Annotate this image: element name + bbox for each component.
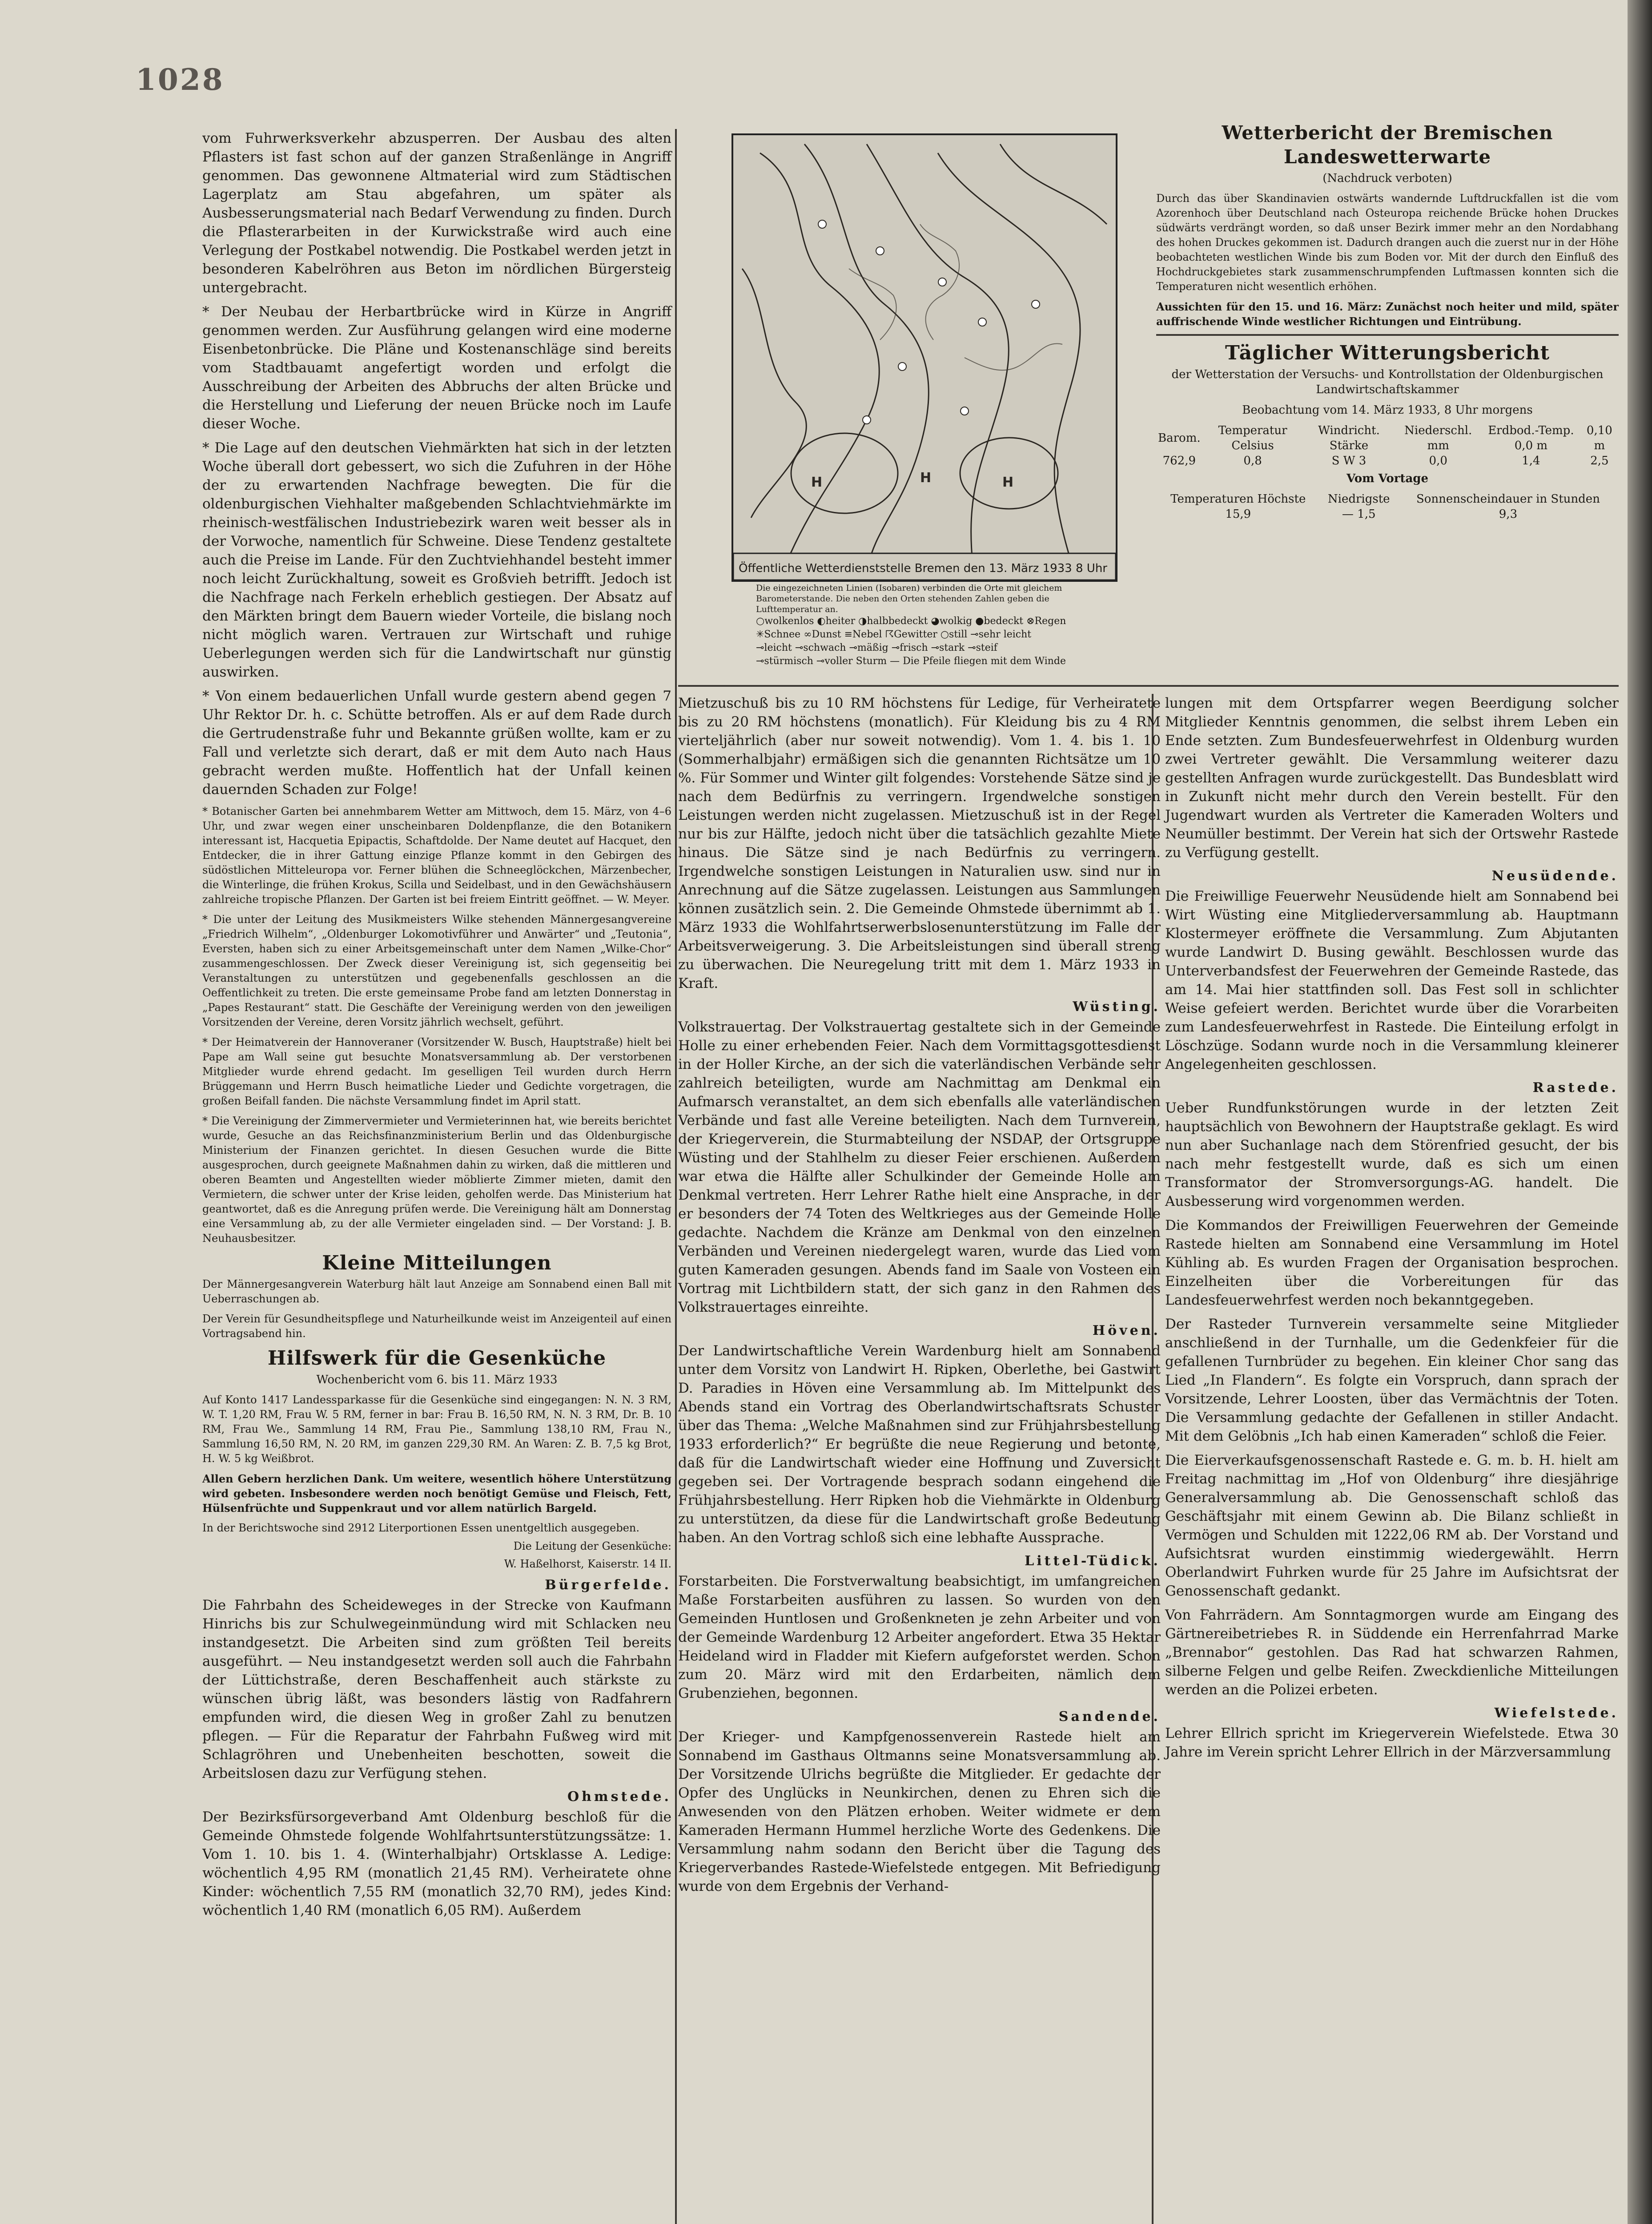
table-cell: 762,9 <box>1162 454 1196 467</box>
article-paragraph: Ueber Rundfunkstörungen wurde in der letzten Zeit hauptsächlich von Bewohnern der Hauptstraße geklagt. Es wird nun aber Suchanlage nach dem Störenfried gesucht, der bis nach mehr festgestellt wurde, daß es sich um einen Transformator der Stromversorgungs-AG. handelt. Die Ausbesserung wird vorgenommen werden. <box>1165 1100 1619 1209</box>
column-2 <box>678 694 1161 2224</box>
previous-day-label: Vom Vortage <box>1346 472 1429 485</box>
table-cell: S W 3 <box>1331 454 1367 467</box>
weather-outlook: Aussichten für den 15. und 16. März: Zunächst noch heiter und mild, später auffrischende Winde westlicher Richtungen und Eintrübung. <box>1156 300 1619 328</box>
notice-paragraph: Allen Gebern herzlichen Dank. Um weitere, wesentlich höhere Unterstützung wird gebeten. Insbesondere werden noch benötigt Gemüse und Fleisch, Fett, Hülsenfrüchte und Suppenkraut und vor allem natürlich Bargeld. <box>202 1472 671 1515</box>
article-paragraph: Von Fahrrädern. Am Sonntagmorgen wurde am Eingang des Gärtnereibetriebes R. in Süddende ein Herrenfahrrad Marke „Brennabor“ gestohlen. Das Rad hat schwarzen Rahmen, silberne Felgen und gelbe Reifen. Zweckdienliche Mitteilungen werden an die Polizei erbeten. <box>1165 1607 1619 1698</box>
notice-paragraph: In der Berichtswoche sind 2912 Literportionen Essen unentgeltlich ausgegeben. <box>202 1522 639 1534</box>
table-cell: 1,4 <box>1522 454 1540 467</box>
article-paragraph: Der Bezirksfürsorgeverband Amt Oldenburg beschloß für die Gemeinde Ohmstede folgende Wohlfahrtsunterstützungssätze: 1. Vom 1. 10. bis 1. 4. (Winterhalbjahr) Ortsklasse A. Ledige: wöchentlich 4,95 RM (monatlich 21,45 RM). Verheiratete ohne Kinder: wöchentlich 7,55 RM (monatlich 32,70 RM), jedes Kind: wöchentlich 1,40 RM (monatlich 6,05 RM). Außerdem <box>202 1809 671 1918</box>
book-edge <box>1628 0 1652 2224</box>
article-paragraph: Die Freiwillige Feuerwehr Neusüdende hielt am Sonnabend bei Wirt Wüsting eine Mitgliederversammlung ab. Hauptmann Klostermeyer eröffnete die Versammlung. Zum Abjutanten wurde Landwirt D. Busing gewählt. Beschlossen wurde das Unterverbandsfest der Feuerwehren der Gemeinde Rastede, das am 14. Mai hier stattfinden soll. Das Fest soll in schlichter Weise gefeiert werden. Berichtet wurde über die Vorarbeiten zum Landesfeuerwehrfest in Rastede. Die Einteilung erfolgt in Löschzüge. Sodann wurde noch in die Versammlung kleinerer Angelegenheiten geschlossen. <box>1165 888 1619 1072</box>
article-paragraph: Mietzuschuß bis zu 10 RM höchstens für Ledige, für Verheiratete bis zu 20 RM höchstens (monatlich). Für Kleidung bis zu 4 RM vierteljährlich (aber nur soweit notwendig). Vom 1. 4. bis 1. 10 (Sommerhalbjahr) ermäßigen sich die genannten Richtsätze um 10 %. Für Sommer und Winter gilt folgendes: Vorstehende Sätze sind je nach dem Bedürfnis zu verringern. Irgendwelche sonstigen Leistungen werden nicht zugelassen. Mietzuschuß ist in der Regel nur bis zur Hälfte, jedoch nicht über die tatsächlich gezahlte Miete hinaus. Die Sätze sind je nach Bedürfnis zu verringern. Irgendwelche sonstigen Leistungen in Naturalien usw. sind nur in Anrechnung auf die Sätze zugelassen. Leistungen aus Sammlungen können zusätzlich sein. 2. Die Gemeinde Ohmstede übernimmt ab 1. März 1933 die Wohlfahrtserwerbslosenunterstützung im Falle der Arbeitsverweigerung. 3. Die Arbeitsleistungen sind überall streng zu überwachen. Die Neuregelung tritt mit dem 1. März 1933 in Kraft. <box>678 695 1161 991</box>
article-paragraph: Der Landwirtschaftliche Verein Wardenburg hielt am Sonnabend unter dem Vorsitz von Landwirt H. Ripken, Oberlethe, bei Gastwirt D. Paradies in Höven eine Versammlung ab. Im Mittelpunkt des Abends stand ein Vortrag des Oberlandwirtschaftsrats Schuster über das Thema: „Welche Maßnahmen sind zur Frühjahrsbestellung 1933 erforderlich?“ Er begrüßte die neue Regierung und betonte, daß für die Landwirtschaft wieder eine Hoffnung und Zuversicht gegeben sei. Der Vortragende besprach sodann eingehend die Frühjahrsbestellung. Herr Ripken hob die Viehmärkte in Oldenburg zu unterstützen, da diese für die Landwirtschaft große Bedeutung haben. An den Vortrag schloß sich eine lebhafte Aussprache. <box>678 1343 1161 1546</box>
article-paragraph: Volkstrauertag. Der Volkstrauertag gestaltete sich in der Gemeinde Holle zu einer erhebenden Feier. Nach dem Vormittagsgottesdienst in der Holler Kirche, an der sich die vaterländischen Verbände sehr zahlreich beteiligten, wurde am Nachmittag am Denkmal ein Aufmarsch veranstaltet, an dem sich ebenfalls alle vaterländischen Verbände und fast alle Vereine beteiligten. Nach dem Turnverein, der Kriegerverein, die Sturmabteilung der NSDAP, der Ortsgruppe Wüsting und der Stahlhelm zu dieser Feier erschienen. Außerdem war etwa die Hälfte aller Schulkinder der Gemeinde Holle am Denkmal vertreten. Herr Lehrer Rathe hielt eine Ansprache, in der er besonders der 74 Toten des Weltkrieges aus der Gemeinde Holle gedachte. Nachdem die Kränze am Denkmal von den einzelnen Verbänden und Vereinen niedergelegt waren, wurde das Lied vom guten Kameraden gesungen. Abends fand im Saale von Vosteen ein Vortrag mit Lichtbildern statt, der sich ganz in den Rahmen des Volkstrauertages einreihte. <box>678 1019 1161 1315</box>
place-heading: Bürgerfelde. <box>545 1577 671 1593</box>
table-header: 0,10 m <box>1586 424 1612 452</box>
table-cell: 0,0 <box>1429 454 1447 467</box>
article-paragraph: Der Krieger- und Kampfgenossenverein Rastede hielt am Sonnabend im Gasthaus Oltmanns seine Monatsversammlung ab. Der Vorsitzende Ulrichs begrüßte die Mitglieder. Er gedachte der Opfer des Unglücks in Neunkirchen, denen zu Ehren sich die Anwesenden von den Plätzen erhoben. Weiter widmete er dem Kameraden Hermann Hummel herzliche Worte des Gedenkens. Die Versammlung nahm sodann den Bericht über die Tagung des Kriegerverbandes Rastede-Wiefelstede entgegen. Mit Befriedigung wurde von dem Ergebnis der Verhand- <box>678 1729 1161 1894</box>
table-cell: — 1,5 <box>1342 508 1376 521</box>
article-paragraph: Der Rasteder Turnverein versammelte seine Mitglieder anschließend in der Turnhalle, um die Gedenkfeier für die gefallenen Turnbrüder zu begehen. Ein kleiner Chor sang das Lied „In Flandern“. Es folgte ein Vorspruch, dann sprach der Vorsitzende, Lehrer Loosten, über das Vermächtnis der Toten. Die Versammlung gedachte der Gefallenen in stiller Andacht. Mit dem Gelöbnis „Ich hab einen Kameraden“ schloß die Feier. <box>1165 1316 1619 1444</box>
map-legend <box>756 583 1112 668</box>
weather-map-drawing <box>733 135 1116 580</box>
table-header: Niederschl. mm <box>1404 424 1472 452</box>
observation-time: Beobachtung vom 14. März 1933, 8 Uhr morgens <box>1242 403 1533 417</box>
table-cell: 2,5 <box>1590 454 1609 467</box>
weather-table <box>1156 423 1619 468</box>
place-heading: Littel-Tüdick. <box>1025 1553 1161 1569</box>
column-3 <box>1165 694 1619 2224</box>
section-heading: Kleine Mitteilungen <box>322 1252 552 1274</box>
place-heading: Höven. <box>1092 1323 1161 1338</box>
svg-text:H: H <box>920 470 932 486</box>
column-divider <box>675 129 677 2224</box>
section-divider <box>678 685 1619 687</box>
section-subheading: Wochenbericht vom 6. bis 11. März 1933 <box>316 1373 558 1386</box>
article-paragraph: * Die unter der Leitung des Musikmeisters Wilke stehenden Männergesangvereine „Friedrich Wilhelm“, „Oldenburger Lokomotivführer und Anwärter“ und „Teutonia“, Eversten, haben sich zu einer Arbeitsgemeinschaft unter dem Namen „Wilke-Chor“ zusammengeschlossen. Der Zweck dieser Vereinigung ist, sich gegenseitig bei Veranstaltungen zu unterstützen und gegebenenfalls geschlossen an die Oeffentlichkeit zu treten. Die erste gemeinsame Probe fand am letzten Donnerstag in „Papes Restaurant“ statt. Die Geschäfte der Vereinigung werden von den jeweiligen Vorsitzenden der Vereine, deren Vorsitz jährlich wechselt, geführt. <box>202 913 671 1028</box>
legend-row: ⊸stürmisch ⊸voller Sturm — Die Pfeile fliegen mit dem Winde <box>756 656 1066 667</box>
article-paragraph: Die Eierverkaufsgenossenschaft Rastede e. G. m. b. H. hielt am Freitag nachmittag im „Hof von Oldenburg“ ihre diesjährige Generalversammlung ab. Die Genossenschaft schloß das Geschäftsjahr mit einem Gewinn ab. Die Bilanz schließt in Vermögen und Schulden mit 1222,06 RM ab. Der Vorstand und Aufsichtsrat wurden einstimmig wiedergewählt. Herrn Oberlandwirt Fuhrken wurde für 25 Jahre im Aufsichtsrat der Genossenschaft gedankt. <box>1165 1452 1619 1599</box>
table-cell: 15,9 <box>1225 508 1251 521</box>
weather-paragraph: Durch das über Skandinavien ostwärts wandernde Luftdruckfallen ist die vom Azorenhoch über Deutschland nach Osteuropa reichende Brücke hohen Druckes südwärts verdrängt worden, so daß unser Bezirk immer mehr an den Nordabhang des hohen Druckes gekommen ist. Dadurch drangen auch die zuerst nur in der Höhe beobachteten westlichen Winde bis zum Boden vor. Mit der durch den Einfluß des Hochdruckgebietes stark zusammenschrumpfenden Luftmassen konnten sich die Temperaturen nicht wesentlich erhöhen. <box>1156 192 1619 293</box>
weather-report-note: (Nachdruck verboten) <box>1322 172 1452 185</box>
table-header: Windricht. Stärke <box>1318 424 1380 452</box>
article-paragraph: Forstarbeiten. Die Forstverwaltung beabsichtigt, im umfangreichen Maße Forstarbeiten ausführen zu lassen. So wurden von den Gemeinden Huntlosen und Großenkneten je zehn Arbeiter und von der Gemeinde Wardenburg 12 Arbeiter angefordert. Etwa 35 Hektar Heideland wird in Fladder mit Kiefern aufgeforstet werden. Schon zum 20. März wird mit den Erdarbeiten, nämlich dem Grubenziehen, begonnen. <box>678 1573 1161 1701</box>
signature-line: W. Haßelhorst, Kaiserstr. 14 II. <box>504 1558 671 1570</box>
svg-text:H: H <box>811 475 823 490</box>
table-header: Sonnenscheindauer in Stunden <box>1416 492 1600 506</box>
article-paragraph: Die Fahrbahn des Scheideweges in der Strecke von Kaufmann Hinrichs bis zur Schulwegeinmündung wird mit Schlacken neu instandgesetzt. Die Arbeiten sind zum größten Teil bereits ausgeführt. — Neu instandgesetzt werden soll auch die Fahrbahn der Lüttichstraße, deren Beschaffenheit auch stärkste zu wünschen übrig läßt, was besonders lästig von Radfahrern empfunden wird, die diesen Weg in großer Zahl zu benutzen pflegen. — Für die Reparatur der Fahrbahn Fußweg wird mit Schlagröhren und Unebenheiten beschotten, soweit die Arbeitslosen dazu zur Verfügung stehen. <box>202 1597 671 1781</box>
notice-paragraph: Auf Konto 1417 Landessparkasse für die Gesenküche sind eingegangen: N. N. 3 RM, W. T. 1,20 RM, Frau W. 5 RM, ferner in bar: Frau B. 16,50 RM, N. N. 3 RM, Dr. B. 10 RM, Frau We., Sammlung 14 RM, Frau Pie., Sammlung 138,10 RM, Frau N., Sammlung 16,50 RM, N. 20 RM, im ganzen 229,30 RM. An Waren: Z. B. 7,5 kg Brot, H. W. 5 kg Weißbrot. <box>202 1394 671 1465</box>
place-heading: Ohmstede. <box>567 1789 671 1805</box>
place-heading: Neusüdende. <box>1491 868 1619 884</box>
table-header: Erdbod.-Temp. 0,0 m <box>1488 424 1574 452</box>
place-heading: Wüsting. <box>1073 999 1161 1015</box>
article-paragraph: * Der Heimatverein der Hannoveraner (Vorsitzender W. Busch, Hauptstraße) hielt bei Pape am Wall seine gut besuchte Monatsversammlung ab. Der verstorbenen Mitglieder wurde ehrend gedacht. Im geselligen Teil wurden durch Herrn Brüggemann und Herrn Busch heimatliche Lieder und Gedichte vorgetragen, die großen Beifall fanden. Die nächste Versammlung findet im April statt. <box>202 1036 671 1107</box>
page-number: 1028 <box>136 62 225 97</box>
article-paragraph: * Der Neubau der Herbartbrücke wird in Kürze in Angriff genommen werden. Zur Ausführung gelangen wird eine moderne Eisenbetonbrücke. Die Pläne und Kostenanschläge sind bereits vom Stadtbauamt angefertigt worden und erfolgt die Ausschreibung der Arbeiten des Abbruchs der alten Brücke und die Herstellung und Lieferung der neuen Brücke noch im Laufe dieser Woche. <box>202 304 671 432</box>
article-paragraph: Lehrer Ellrich spricht im Kriegerverein Wiefelstede. Etwa 30 Jahre im Verein spricht Lehrer Ellrich in der Märzversammlung <box>1165 1725 1619 1760</box>
table-header: Temperatur Celsius <box>1218 424 1287 452</box>
article-paragraph: lungen mit dem Ortspfarrer wegen Beerdigung solcher Mitglieder Kenntnis genommen, die selbst ihrem Leben ein Ende setzten. Zum Bundesfeuerwehrfest in Oldenburg wurden zwei Vertreter gewählt. Die Versammlung weiterer dazu gestellten Anfragen wurde zurückgestellt. Das Bundesblatt wird in Zukunft nicht mehr durch den Verein bestellt. Für den Jugendwart wurden als Vertreter die Kameraden Wolters und Neumüller bestimmt. Der Verein hat sich der Ortswehr Rastede zu Verfügung gestellt. <box>1165 695 1619 861</box>
article-paragraph: * Die Lage auf den deutschen Viehmärkten hat sich in der letzten Woche überall dort gebessert, wo sich die Zufuhren in der Höhe der zu erwartenden Nachfrage bewegten. Die für die oldenburgischen Viehhalter maßgebenden Schlachtviehmärkte im rheinisch-westfälischen Industriebezirk waren weit besser als in der Vorwoche, namentlich für Schweine. Diese Tendenz gestaltete auch die Preise im Lande. Für den Zuchtviehhandel besteht immer noch leicht Zurückhaltung, soweit es Großvieh betrifft. Jedoch ist die Nachfrage nach Ferkeln erheblich gestiegen. Der Absatz auf den Märkten bringt dem Bauern wieder Vorteile, die bislang noch nicht möglich waren. Vertrauen zur Wirtschaft und ruhige Ueberlegungen werden sich für die Landwirtschaft nur günstig auswirken. <box>202 440 671 680</box>
table-cell: 9,3 <box>1499 508 1518 521</box>
article-paragraph: * Botanischer Garten bei annehmbarem Wetter am Mittwoch, dem 15. März, von 4–6 Uhr, und zwar wegen einer unscheinbaren Doldenpflanze, die den Botanikern interessant ist, Hacquetia Epipactis, Schaftdolde. Der Name deutet auf Hacquet, den Entdecker, die in ihrer Gattung einzige Pflanze kommt in den Gebirgen des südöstlichen Mitteleuropa vor. Ferner blühen die Schneeglöckchen, Märzenbecher, die Winterlinge, die frühen Krokus, Scilla und Seidelbast, und in den Gewächshäusern zahlreiche tropische Pflanzen. Der Garten ist bei freiem Eintritt geöffnet. — W. Meyer. <box>202 805 671 906</box>
weather-report <box>1156 116 1619 672</box>
column-1 <box>202 129 671 2224</box>
notice-paragraph: Der Verein für Gesundheitspflege und Naturheilkunde weist im Anzeigenteil auf einen Vortragsabend hin. <box>202 1313 671 1340</box>
daily-weather-subtitle: der Wetterstation der Versuchs- und Kontrollstation der Oldenburgischen Landwirtschaftskammer <box>1171 368 1604 396</box>
place-heading: Sandende. <box>1058 1709 1161 1724</box>
map-caption: Die eingezeichneten Linien (Isobaren) verbinden die Orte mit gleichem Barometerstande. Die neben den Orten stehenden Zahlen geben die Lufttemperatur an. <box>756 583 1062 614</box>
section-divider <box>1156 334 1619 336</box>
map-label: Öffentliche Wetterdienststelle Bremen den 13. März 1933 8 Uhr <box>739 562 1107 575</box>
previous-day-table <box>1156 492 1619 522</box>
svg-text:H: H <box>1002 475 1014 490</box>
article-paragraph: vom Fuhrwerksverkehr abzusperren. Der Ausbau des alten Pflasters ist fast schon auf der ganzen Straßenlänge in Angriff genommen. Das gewonnene Altmaterial wird zum Städtischen Lagerplatz am Stau abgefahren, um später als Ausbesserungsmaterial nach Bedarf Verwendung zu finden. Durch die Pflasterarbeiten in der Kurwickstraße wird auch eine Verlegung der Postkabel notwendig. Die Postkabel werden jetzt in besonderen Kabelröhren aus Beton im nördlichen Bürgersteig untergebracht. <box>202 130 671 296</box>
daily-weather-title: Täglicher Witterungsbericht <box>1225 342 1550 364</box>
table-header: Niedrigste <box>1327 492 1390 506</box>
article-paragraph: * Die Vereinigung der Zimmervermieter und Vermieterinnen hat, wie bereits berichtet wurde, Gesuche an das Reichsfinanzministerium Berlin und das Oldenburgische Ministerium der Finanzen gerichtet. In diesen Gesuchen wurde die Bitte ausgesprochen, durch geeignete Maßnahmen dahin zu wirken, daß die mittleren und oberen Beamten und Angestellten wieder möblierte Zimmer mieten, damit den Vermietern, die schwer unter der Krise leiden, geholfen werde. Das Ministerium hat geantwortet, daß es die Anregung prüfen werde. Die Vereinigung hält am Donnerstag eine Versammlung ab, zu der alle Vermieter eingeladen sind. — Der Vorstand: J. B. Neuhausbesitzer. <box>202 1115 671 1245</box>
legend-row: ✳Schnee ∞Dunst ≡Nebel ☈Gewitter ○still ⊸sehr leicht <box>756 629 1032 640</box>
weather-report-title: Wetterbericht der Bremischen Landeswetterwarte <box>1222 122 1553 168</box>
section-heading: Hilfswerk für die Gesenküche <box>267 1347 607 1370</box>
legend-row: ⊸leicht ⊸schwach ⊸mäßig ⊸frisch ⊸stark ⊸steif <box>756 642 997 653</box>
article-paragraph: Die Kommandos der Freiwilligen Feuerwehren der Gemeinde Rastede hielten am Sonnabend eine Versammlung im Hotel Kühling ab. Es wurden Fragen der Organisation besprochen. Einzelheiten über die Vorbereitungen für das Landesfeuerwehrfest werden noch bekanntgegeben. <box>1165 1217 1619 1308</box>
place-heading: Rastede. <box>1532 1080 1619 1096</box>
notice-paragraph: Der Männergesangverein Waterburg hält laut Anzeige am Sonnabend einen Ball mit Ueberraschungen ab. <box>202 1278 671 1305</box>
weather-map <box>732 133 1117 582</box>
article-paragraph: * Von einem bedauerlichen Unfall wurde gestern abend gegen 7 Uhr Rektor Dr. h. c. Schütte betroffen. Als er auf dem Rade durch die Gertrudenstraße fuhr und Bekannte grüßen wollte, kam er zu Fall und verletzte sich derart, daß er mit dem Auto nach Haus gebracht werden mußte. Hoffentlich hat der Unfall keinen dauernden Schaden zur Folge! <box>202 688 671 798</box>
signature-line: Die Leitung der Gesenküche: <box>513 1540 671 1552</box>
table-header: Barom. <box>1158 431 1201 445</box>
legend-row: ○wolkenlos ◐heiter ◑halbbedeckt ◕wolkig ●bedeckt ⊗Regen <box>756 616 1066 627</box>
place-heading: Wiefelstede. <box>1494 1705 1619 1721</box>
table-header: Temperaturen Höchste <box>1170 492 1306 506</box>
table-cell: 0,8 <box>1243 454 1262 467</box>
